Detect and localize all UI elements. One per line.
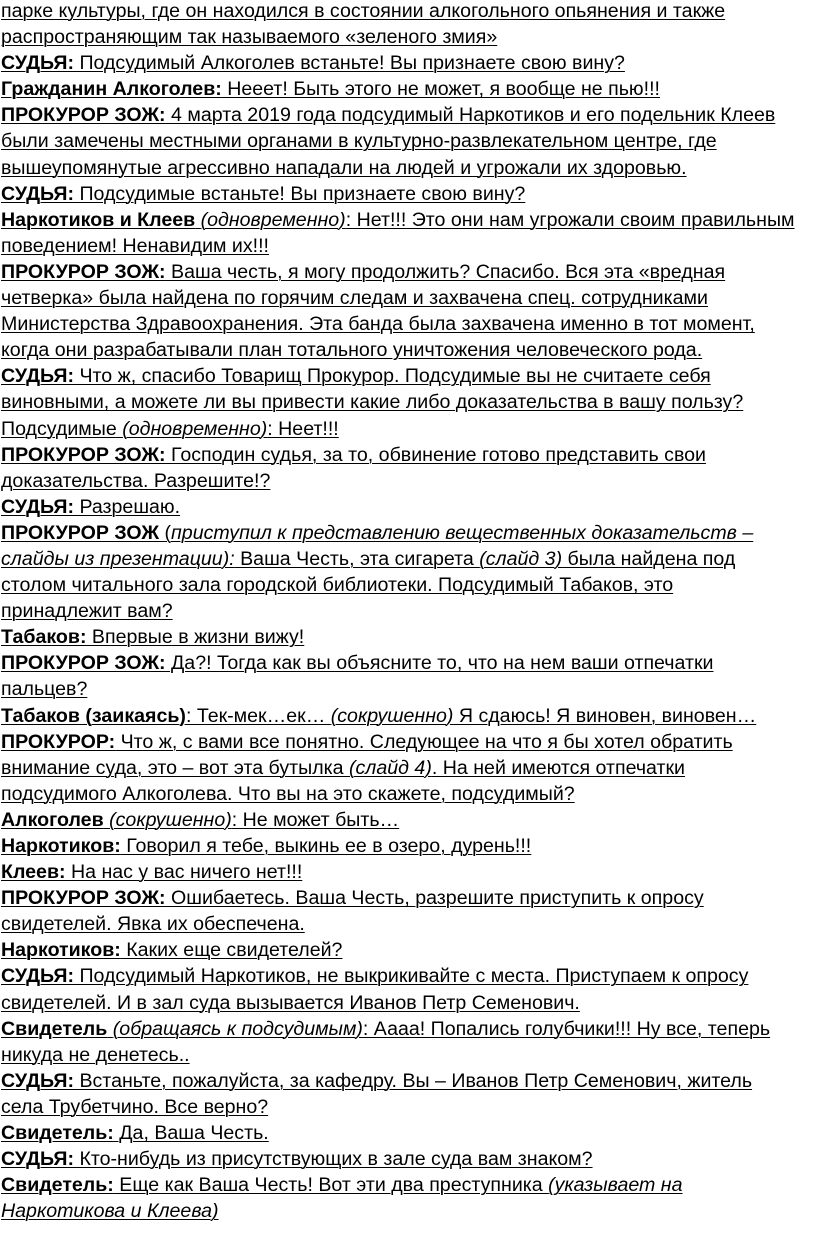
text-line xyxy=(1,337,813,363)
text-line xyxy=(1,572,813,598)
speaker-label: ПРОКУРОР ЗОЖ: xyxy=(1,104,166,127)
speaker-label: Клеев: xyxy=(1,861,66,884)
text-line xyxy=(1,389,813,415)
text-line xyxy=(1,859,813,885)
line-text: были замечены местными органами в культурно-развлекательном центре, где xyxy=(1,130,717,153)
line-text: парке культуры, где он находился в состоянии алкогольного опьянения и также xyxy=(1,0,726,22)
speaker-label: ПРОКУРОР ЗОЖ: xyxy=(1,260,166,283)
speaker-label: Свидетель: xyxy=(1,1122,114,1145)
speaker-label: СУДЬЯ: xyxy=(1,182,74,205)
text-line xyxy=(1,703,813,729)
speaker-label: СУДЬЯ: xyxy=(1,1069,74,1092)
text-line xyxy=(1,207,813,233)
line-text: четверка» была найдена по горячим следам и захвачена спец. сотрудниками xyxy=(1,287,708,310)
text-line xyxy=(1,546,813,572)
line-text: : Тек-мек…ек… xyxy=(185,704,331,727)
speaker-label: ПРОКУРОР ЗОЖ: xyxy=(1,887,166,910)
line-text: Господин судья, за то, обвинение готово представить свои xyxy=(165,443,707,466)
line-text: Я сдаюсь! Я виновен, виновен… xyxy=(453,704,757,727)
line-text: пальцев? xyxy=(1,678,88,701)
line-text: : Аааа! Попались голубчики!!! Ну все, теперь xyxy=(362,1017,771,1040)
text-line xyxy=(1,990,813,1016)
line-text: свидетелей. И в зал суда вызывается Иванов Петр Семенович. xyxy=(1,991,580,1014)
stage-direction: Наркотикова и Клеева) xyxy=(1,1200,219,1223)
text-line xyxy=(1,181,813,207)
line-text: Что ж, спасибо Товарищ Прокурор. Подсудимые вы не считаете себя xyxy=(74,365,711,388)
stage-direction: (одновременно) xyxy=(122,417,268,440)
text-line xyxy=(1,468,813,494)
speaker-label: СУДЬЯ: xyxy=(1,495,74,518)
line-text: Подсудимые xyxy=(1,417,123,440)
line-text: столом читального зала городской библиотеки. Подсудимый Табаков, это xyxy=(1,574,674,597)
line-text: подсудимого Алкоголева. Что вы на это скажете, подсудимый? xyxy=(1,782,575,805)
text-line xyxy=(1,1198,813,1224)
line-text: Говорил я тебе, выкинь ее в озеро, дурень!!! xyxy=(120,835,532,857)
line-text: : Нет!!! Это они нам угрожали своим правильным xyxy=(345,208,795,231)
stage-direction: (одновременно) xyxy=(200,208,346,231)
line-text: села Трубетчино. Все верно? xyxy=(1,1095,269,1118)
stage-direction: (указывает на xyxy=(548,1174,683,1197)
text-line xyxy=(1,676,813,702)
stage-direction: слайды из презентации): xyxy=(1,547,235,570)
text-line xyxy=(1,76,813,102)
speaker-label: Наркотиков: xyxy=(1,939,121,962)
speaker-label: Свидетель xyxy=(1,1017,108,1040)
stage-direction: (обращаясь к подсудимым) xyxy=(112,1017,363,1040)
text-line xyxy=(1,233,813,259)
line-text: Подсудимые встаньте! Вы признаете свою вину? xyxy=(74,182,526,205)
text-line xyxy=(1,24,813,50)
text-line xyxy=(1,259,813,285)
text-line xyxy=(1,50,813,76)
speaker-label: Наркотиков: xyxy=(1,835,121,857)
line-text: . На ней имеются отпечатки xyxy=(431,756,685,779)
text-line xyxy=(1,624,813,650)
text-line xyxy=(1,363,813,389)
stage-direction: (слайд 3) xyxy=(479,547,563,570)
line-text: Кто-нибудь из присутствующих в зале суда вам знаком? xyxy=(74,1148,593,1171)
line-text: доказательства. Разрешите!? xyxy=(1,469,271,492)
text-line xyxy=(1,729,813,755)
text-line xyxy=(1,311,813,337)
text-line xyxy=(1,285,813,311)
line-text: Подсудимый Алкоголев встаньте! Вы признаете свою вину? xyxy=(74,52,625,75)
text-line xyxy=(1,833,813,859)
text-line xyxy=(1,937,813,963)
speaker-label: СУДЬЯ: xyxy=(1,52,74,75)
line-text: Впервые в жизни вижу! xyxy=(86,626,305,649)
text-line xyxy=(1,781,813,807)
line-text: Ваша Честь, эта сигарета xyxy=(234,547,480,570)
line-text: : Не может быть… xyxy=(231,808,400,831)
line-text: принадлежит вам? xyxy=(1,600,173,623)
line-text: 4 марта 2019 года подсудимый Наркотиков и его подельник Клеев xyxy=(165,104,776,127)
line-text: На нас у вас ничего нет!!! xyxy=(65,861,303,884)
text-line xyxy=(1,911,813,937)
line-text: Встаньте, пожалуйста, за кафедру. Вы – Иванов Петр Семенович, житель xyxy=(74,1069,753,1092)
text-line xyxy=(1,598,813,624)
line-text: была найдена под xyxy=(562,547,736,570)
speaker-label: ПРОКУРОР ЗОЖ: xyxy=(1,443,166,466)
line-text: распространяющим так называемого «зеленого змия» xyxy=(1,26,498,49)
line-text: поведением! Ненавидим их!!! xyxy=(1,234,269,257)
text-line xyxy=(1,128,813,154)
text-line xyxy=(1,1146,813,1172)
line-text: Министерства Здравоохранения. Эта банда была захвачена именно в тот момент, xyxy=(1,313,755,336)
speaker-label: Табаков: xyxy=(1,626,87,649)
line-text: Разрешаю. xyxy=(74,495,181,518)
text-line xyxy=(1,494,813,520)
speaker-label: ПРОКУРОР ЗОЖ xyxy=(1,521,160,544)
text-line xyxy=(1,1120,813,1146)
text-line xyxy=(1,755,813,781)
speaker-label: ПРОКУРОР: xyxy=(1,730,116,753)
document-page xyxy=(1,0,813,1224)
text-line xyxy=(1,1068,813,1094)
speaker-label: Наркотиков и Клеев xyxy=(1,208,196,231)
text-line xyxy=(1,963,813,989)
line-text: Да?! Тогда как вы объясните то, что на нем ваши отпечатки xyxy=(165,652,714,675)
text-line xyxy=(1,155,813,181)
line-text: Ошибаетесь. Ваша Честь, разрешите приступить к опросу xyxy=(165,887,704,910)
stage-direction: (сокрушенно) xyxy=(330,704,454,727)
line-text: вышеупомянутые агрессивно нападали на людей и угрожали их здоровью. xyxy=(1,156,687,179)
stage-direction: (сокрушенно) xyxy=(109,808,232,831)
speaker-label: Гражданин Алкоголев: xyxy=(1,78,222,101)
line-text: никуда не денетесь.. xyxy=(1,1043,190,1066)
line-text: Нееет! Быть этого не может, я вообще не пью!!! xyxy=(221,78,660,101)
speaker-label: Алкоголев xyxy=(1,808,104,831)
line-text: Еще как Ваша Честь! Вот эти два преступника xyxy=(113,1174,549,1197)
speaker-label: СУДЬЯ: xyxy=(1,1148,74,1171)
speaker-label: СУДЬЯ: xyxy=(1,965,74,988)
speaker-label: ПРОКУРОР ЗОЖ: xyxy=(1,652,166,675)
line-text: Что ж, с вами все понятно. Следующее на что я бы хотел обратить xyxy=(115,730,733,753)
text-line xyxy=(1,520,813,546)
speaker-label: Табаков (заикаясь) xyxy=(1,704,186,727)
line-text: свидетелей. Явка их обеспечена. xyxy=(1,913,305,936)
text-line xyxy=(1,650,813,676)
line-text: внимание суда, это – вот эта бутылка xyxy=(1,756,349,779)
text-line xyxy=(1,1094,813,1120)
text-line xyxy=(1,0,813,24)
line-text: Каких еще свидетелей? xyxy=(120,939,343,962)
text-line xyxy=(1,1042,813,1068)
text-line xyxy=(1,885,813,911)
line-text: Да, Ваша Честь. xyxy=(113,1122,269,1145)
text-line xyxy=(1,416,813,442)
text-line xyxy=(1,442,813,468)
line-text: виновными, а можете ли вы привести какие либо доказательства в вашу пользу? xyxy=(1,391,744,414)
stage-direction: (слайд 4) xyxy=(348,756,432,779)
text-line xyxy=(1,1016,813,1042)
line-text: ( xyxy=(159,521,172,544)
speaker-label: СУДЬЯ: xyxy=(1,365,74,388)
text-line xyxy=(1,102,813,128)
line-text: Подсудимый Наркотиков, не выкрикивайте с места. Приступаем к опросу xyxy=(74,965,749,988)
line-text: : Неет!!! xyxy=(267,417,339,440)
text-line xyxy=(1,807,813,833)
stage-direction: приступил к представлению вещественных доказательств – xyxy=(171,521,754,544)
line-text: Ваша честь, я могу продолжить? Спасибо. Вся эта «вредная xyxy=(165,260,726,283)
text-line xyxy=(1,1172,813,1198)
line-text: когда они разрабатывали план тотального уничтожения человеческого рода. xyxy=(1,339,703,362)
speaker-label: Свидетель: xyxy=(1,1174,114,1197)
